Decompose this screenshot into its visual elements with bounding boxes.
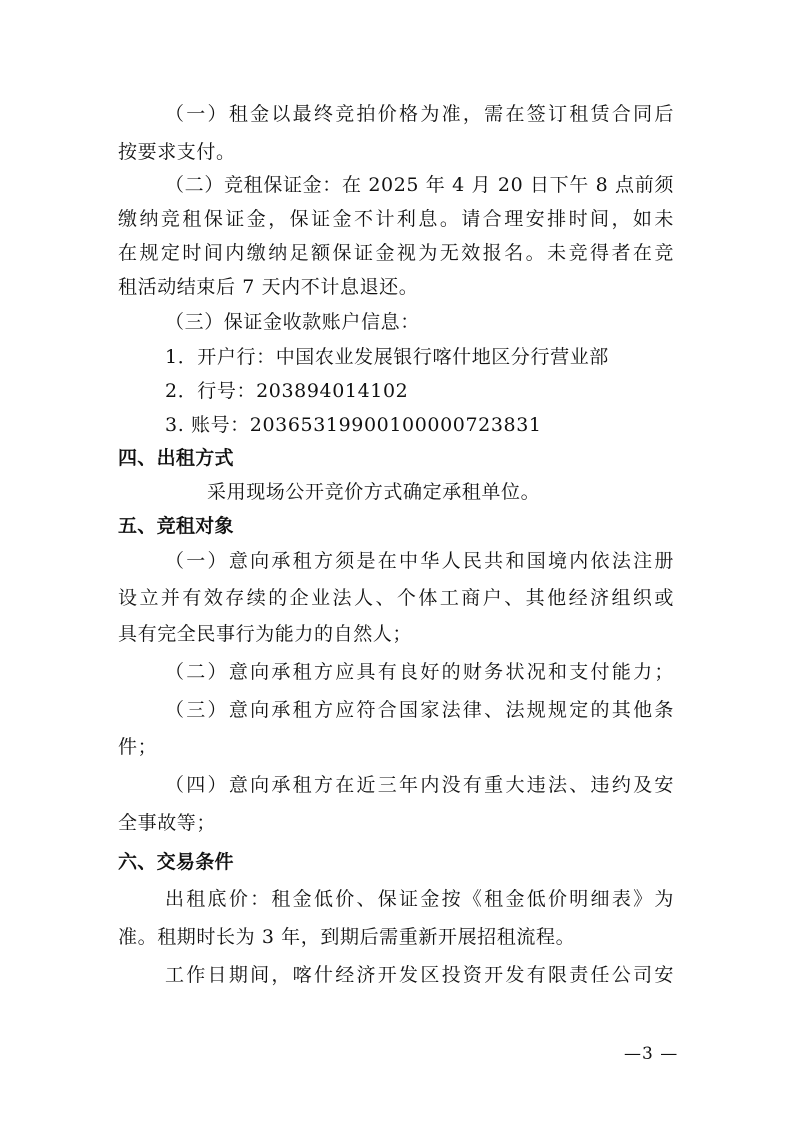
paragraph-line: 件；	[118, 736, 158, 758]
paragraph-line: （二）竞租保证金：在 2025 年 4 月 20 日下午 8 点前须	[165, 174, 674, 196]
bank-info-line: 3. 账号：20365319900100000723831	[165, 414, 542, 436]
paragraph-line: 工作日期间，喀什经济开发区投资开发有限责任公司安	[165, 964, 674, 986]
section-heading: 四、出租方式	[118, 447, 234, 469]
paragraph-line: 全事故等；	[118, 812, 217, 834]
page-number: —3 —	[624, 1044, 679, 1064]
paragraph-line: 缴纳竞租保证金，保证金不计利息。请合理安排时间，如未	[118, 208, 674, 230]
section-heading: 六、交易条件	[118, 851, 234, 873]
paragraph-line: （一）租金以最终竞拍价格为准，需在签订租赁合同后	[165, 103, 674, 125]
section-heading: 五、竞租对象	[118, 515, 234, 537]
bank-info-line: 2．行号：203894014102	[165, 380, 409, 402]
paragraph-line: 出租底价：租金低价、保证金按《租金低价明细表》为	[165, 888, 674, 910]
paragraph-line: 采用现场公开竞价方式确定承租单位。	[207, 481, 541, 503]
paragraph-line: 租活动结束后 7 天内不计息退还。	[118, 276, 419, 298]
bank-info-line: 1．开户行：中国农业发展银行喀什地区分行营业部	[165, 346, 609, 368]
paragraph-line: 设立并有效存续的企业法人、个体工商户、其他经济组织或	[118, 587, 674, 609]
paragraph-line: （四）意向承租方在近三年内没有重大违法、违约及安	[165, 774, 674, 796]
paragraph-line: 具有完全民事行为能力的自然人；	[118, 623, 413, 645]
paragraph-line: 在规定时间内缴纳足额保证金视为无效报名。未竞得者在竞	[118, 242, 674, 264]
paragraph-line: 按要求支付。	[118, 141, 236, 163]
paragraph-line: （一）意向承租方须是在中华人民共和国境内依法注册	[165, 550, 674, 572]
paragraph-line: （三）保证金收款账户信息：	[165, 311, 420, 333]
paragraph-line: （二）意向承租方应具有良好的财务状况和支付能力；	[165, 661, 674, 683]
paragraph-line: 准。租期时长为 3 年，到期后需重新开展招租流程。	[118, 926, 576, 948]
paragraph-line: （三）意向承租方应符合国家法律、法规规定的其他条	[165, 699, 674, 721]
